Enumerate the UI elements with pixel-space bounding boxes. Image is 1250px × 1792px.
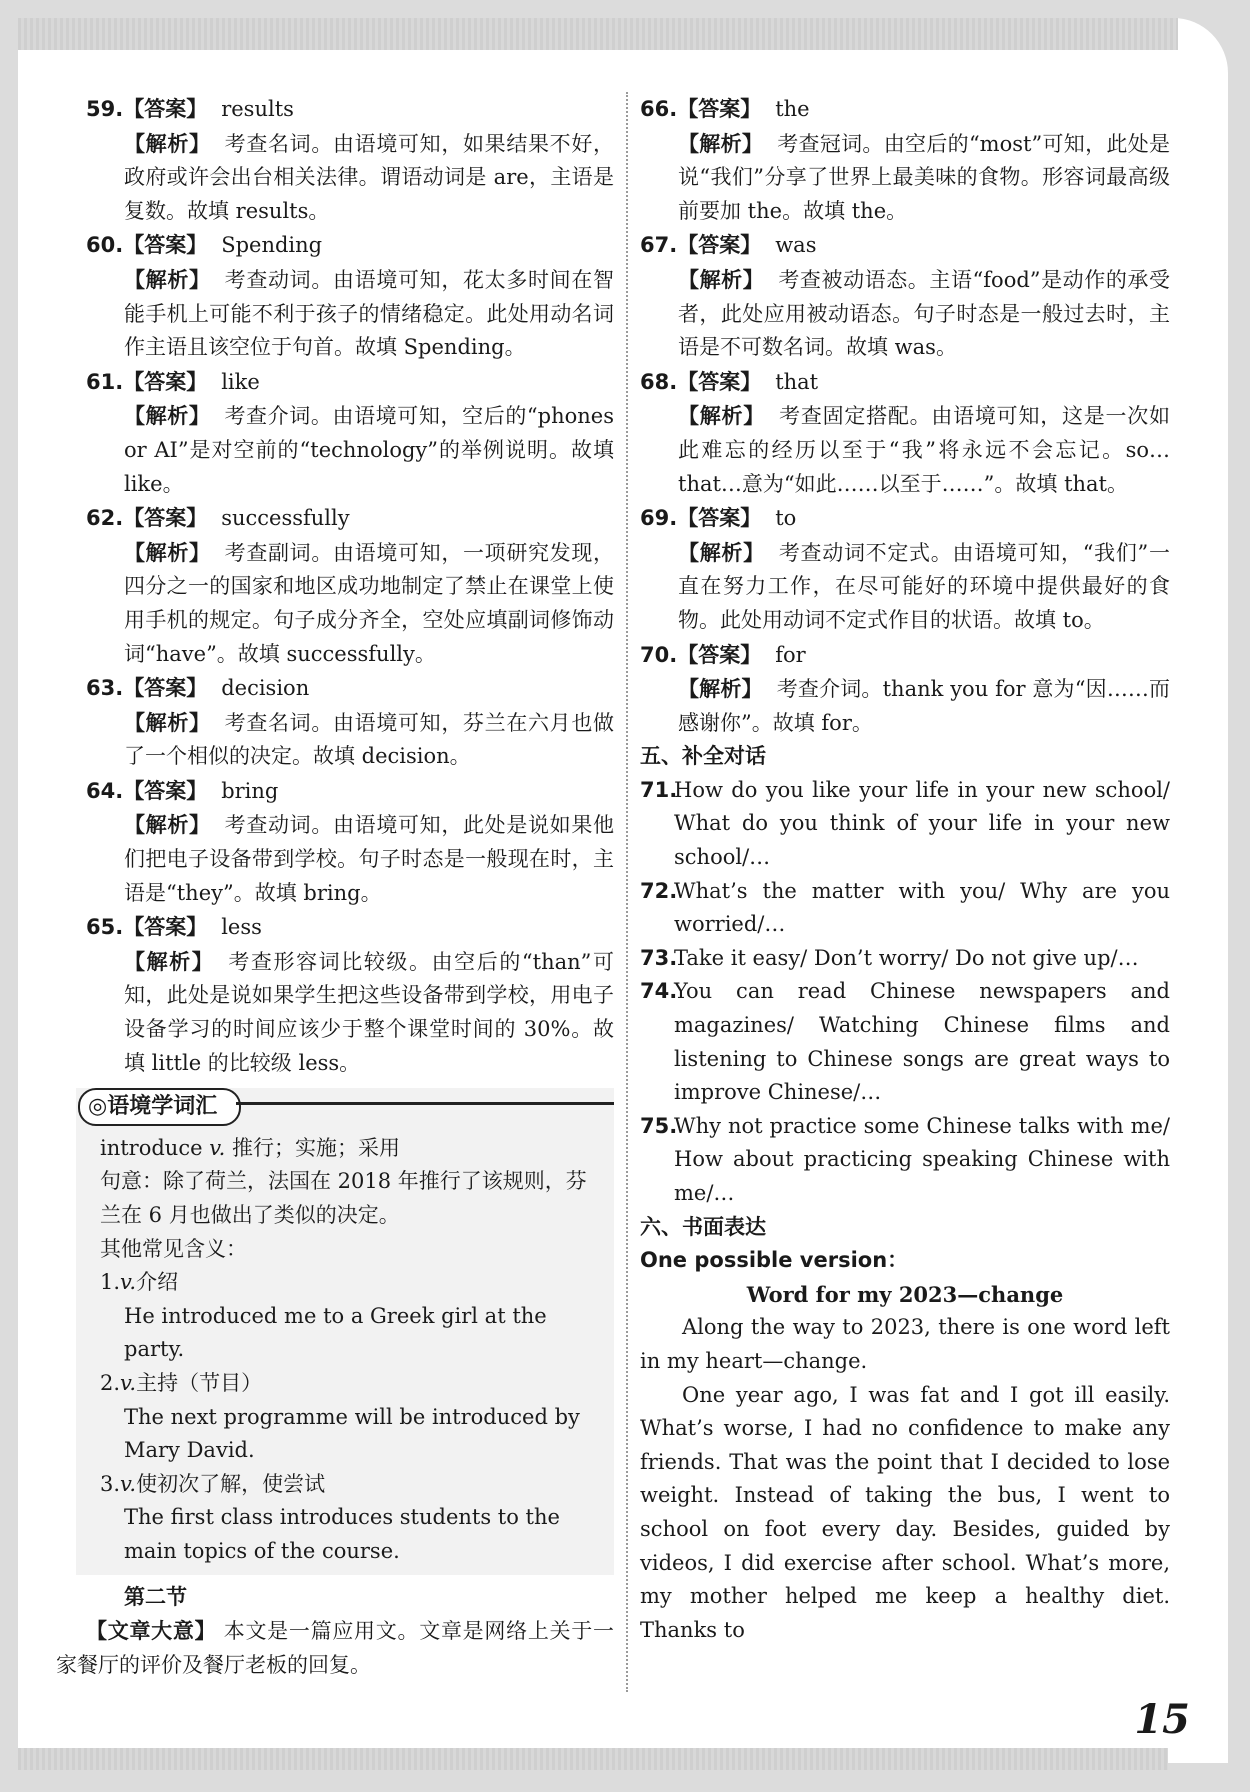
item-number: 73. [640, 945, 678, 970]
answer-value: Spending [221, 233, 323, 258]
answer-entry [86, 910, 614, 1080]
answer-entry [640, 638, 1170, 741]
sense-meaning: 使初次了解，使尝试 [136, 1471, 326, 1496]
analysis-paragraph [640, 263, 1170, 365]
answer-line [86, 365, 614, 400]
analysis-tag: 【解析】 [678, 539, 765, 565]
answer-tag: 【答案】 [677, 641, 762, 667]
vocab-pos: v. [209, 1135, 226, 1160]
analysis-paragraph [86, 399, 614, 501]
analysis-paragraph [640, 127, 1170, 229]
dialogue-item [640, 975, 1170, 1109]
analysis-text: 考查形容词比较级。由空后的“than”可知，此处是说如果学生把这些设备带到学校，用电子设备学习的时间应该少于整个课堂时间的 30%。故填 little 的比较级 less。 [124, 949, 615, 1075]
sense-number: 1. [100, 1270, 121, 1295]
analysis-text: 考查介词。thank you for 意为“因……而感谢你”。故填 for。 [678, 677, 1171, 735]
question-number: 60. [86, 233, 124, 258]
answer-tag: 【答案】 [677, 96, 762, 121]
analysis-paragraph [86, 808, 614, 910]
left-answer-list [86, 92, 614, 1080]
analysis-text: 考查被动语态。主语“food”是动作的承受者，此处应用被动语态。句子时态是一般过去时，主语是不可数名词。故填 was。 [678, 267, 1170, 360]
question-number: 63. [86, 676, 124, 701]
analysis-text: 考查名词。由语境可知，芬兰在六月也做了一个相似的决定。故填 decision。 [124, 710, 615, 769]
answer-value: for [775, 642, 806, 667]
top-decorative-bar [18, 18, 1178, 50]
answer-line [86, 228, 614, 263]
answer-entry [86, 228, 614, 364]
sense-pos: v. [120, 1471, 137, 1496]
answer-line [640, 228, 1170, 263]
section2-tag: 【文章大意】 [86, 1618, 217, 1644]
item-number: 75. [640, 1113, 678, 1138]
item-text: How do you like your life in your new school/ What do you think of your life in your new school/… [674, 777, 1170, 870]
answer-tag: 【答案】 [677, 368, 762, 394]
right-answer-list [640, 92, 1170, 740]
answer-line [86, 774, 614, 809]
answer-value: results [221, 97, 294, 121]
sense-meaning: 主持（节目） [136, 1370, 263, 1395]
analysis-text: 考查动词。由语境可知，此处是说如果他们把电子设备带到学校。句子时态是一般现在时，主语是“they”。故填 bring。 [124, 813, 615, 905]
section6-title: 六、书面表达 [640, 1214, 766, 1239]
analysis-paragraph [640, 536, 1170, 638]
answer-entry [640, 228, 1170, 364]
sense-number: 3. [100, 1471, 121, 1496]
answer-entry [640, 501, 1170, 637]
section2 [86, 1581, 614, 1615]
question-number: 70. [640, 642, 678, 667]
answer-tag: 【答案】 [123, 914, 208, 940]
question-number: 61. [86, 369, 124, 394]
version-label: One possible version： [640, 1248, 909, 1273]
question-number: 69. [640, 506, 678, 531]
answer-tag: 【答案】 [123, 777, 208, 803]
answer-tag: 【答案】 [677, 232, 762, 258]
sense-example: He introduced me to a Greek girl at the party. [124, 1303, 547, 1362]
question-number: 66. [640, 97, 678, 121]
answer-value: like [221, 369, 260, 394]
bottom-decorative-bar [18, 1748, 1168, 1770]
answer-value: the [775, 97, 810, 121]
item-text: Take it easy/ Don’t worry/ Do not give up/… [674, 945, 1139, 970]
analysis-tag: 【解析】 [124, 403, 211, 429]
item-number: 74. [640, 979, 678, 1004]
sense-pos: v. [120, 1370, 137, 1395]
answer-value: successfully [221, 506, 350, 531]
sense-meaning: 介绍 [136, 1270, 179, 1295]
vocab-headword [100, 1132, 594, 1166]
section2-title: 第二节 [124, 1584, 187, 1609]
analysis-paragraph [640, 399, 1170, 501]
answer-tag: 【答案】 [123, 232, 208, 258]
essay-paragraph: One year ago, I was fat and I got ill easily. What’s worse, I had no confidence to make any friends. That was the point that I decided to lose weight. Instead of taking the bus, I went to school on foot every day. Besides, guided by videos, I did exercise after school. What’s more, my mother helped me keep a healthy diet. Thanks to [640, 1382, 1170, 1642]
question-number: 64. [86, 778, 124, 803]
sense-example: The next programme will be introduced by Mary David. [124, 1404, 580, 1463]
dialogue-item [640, 774, 1170, 875]
question-number: 68. [640, 369, 678, 394]
analysis-tag: 【解析】 [124, 266, 211, 292]
answer-line [640, 92, 1170, 127]
essay-paragraph: Along the way to 2023, there is one word left in my heart—change. [640, 1315, 1170, 1373]
sense-head [100, 1468, 594, 1502]
analysis-tag: 【解析】 [678, 266, 765, 292]
dialogue-item [640, 875, 1170, 942]
vocab-senses [100, 1266, 594, 1568]
item-number: 72. [640, 878, 678, 903]
section2-text: 本文是一篇应用文。文章是网络上关于一家餐厅的评价及餐厅老板的回复。 [56, 1619, 614, 1677]
analysis-text: 考查动词不定式。由语境可知，“我们”一直在努力工作，在尽可能好的环境中提供最好的食物。此处用动词不定式作目的状语。故填 to。 [678, 540, 1170, 632]
answer-line [86, 671, 614, 706]
vocab-word: introduce [100, 1135, 203, 1160]
analysis-paragraph [86, 263, 614, 365]
left-column [56, 92, 615, 1682]
answer-tag: 【答案】 [677, 505, 762, 531]
answer-entry [640, 365, 1170, 501]
vocab-other-label: 其他常见含义： [100, 1236, 247, 1261]
answer-entry [86, 671, 614, 774]
section5-title: 五、补全对话 [640, 744, 766, 769]
answer-value: to [775, 506, 797, 531]
sense-head [100, 1367, 594, 1401]
item-text: What’s the matter with you/ Why are you worried/… [674, 878, 1170, 937]
analysis-text: 考查副词。由语境可知，一项研究发现，四分之一的国家和地区成功地制定了禁止在课堂上使用手机的规定。句子成分齐全，空处应填副词修饰动词“have”。故填 successfully。 [124, 540, 615, 666]
answer-value: less [221, 915, 262, 940]
answer-value: was [775, 233, 817, 258]
item-text: You can read Chinese newspapers and magazines/ Watching Chinese films and listening to Chinese songs are great ways to improve Chinese/… [674, 979, 1170, 1105]
essay-body [640, 1311, 1170, 1647]
question-number: 59. [86, 97, 124, 121]
page-number: 15 [1134, 1696, 1190, 1743]
answer-line [640, 501, 1170, 536]
question-number: 65. [86, 915, 124, 940]
dialogue-item [640, 1110, 1170, 1211]
analysis-tag: 【解析】 [124, 709, 211, 735]
item-text: Why not practice some Chinese talks with me/ How about practicing speaking Chinese with me/… [674, 1113, 1170, 1205]
answer-entry [640, 92, 1170, 228]
right-column [640, 92, 1170, 1647]
vocab-sentence: 句意：除了荷兰，法国在 2018 年推行了该规则，芬兰在 6 月也做出了类似的决定。 [100, 1169, 587, 1227]
analysis-tag: 【解析】 [678, 403, 766, 429]
analysis-text: 考查介词。由语境可知，空后的“phones or AI”是对空前的“technology”的举例说明。故填 like。 [124, 404, 615, 496]
analysis-tag: 【解析】 [124, 130, 211, 156]
answer-tag: 【答案】 [123, 368, 208, 394]
answer-value: bring [221, 778, 279, 803]
sense-head [100, 1266, 594, 1300]
answer-tag: 【答案】 [123, 675, 208, 701]
sense-pos: v. [120, 1270, 137, 1295]
analysis-text: 考查固定搭配。由语境可知，这是一次如此难忘的经历以至于“我”将永远不会忘记。so…that…意为“如此……以至于……”。故填 that。 [678, 404, 1171, 496]
answer-line [86, 910, 614, 945]
analysis-tag: 【解析】 [124, 948, 215, 974]
analysis-paragraph [86, 127, 614, 229]
question-number: 62. [86, 506, 124, 531]
question-number: 67. [640, 233, 678, 258]
vocab-title: ◎语境学词汇 [78, 1088, 241, 1126]
sense-example: The first class introduces students to the main topics of the course. [124, 1505, 560, 1563]
vocab-title-rule [236, 1102, 614, 1105]
analysis-tag: 【解析】 [678, 130, 764, 156]
analysis-paragraph [86, 706, 614, 774]
analysis-text: 考查名词。由语境可知，如果结果不好，政府或许会出台相关法律。谓语动词是 are，主语是复数。故填 results。 [124, 131, 615, 223]
answer-line [640, 638, 1170, 673]
section2-summary [56, 1614, 614, 1682]
answer-tag: 【答案】 [123, 96, 208, 121]
analysis-tag: 【解析】 [124, 812, 211, 838]
column-divider [626, 92, 628, 1692]
answer-entry [86, 501, 614, 671]
dialogue-item [640, 942, 1170, 976]
answer-value: that [775, 369, 819, 394]
analysis-tag: 【解析】 [678, 676, 763, 702]
vocab-box [76, 1088, 614, 1574]
essay-title: Word for my 2023—change [746, 1281, 1064, 1307]
analysis-paragraph [640, 672, 1170, 740]
answer-line [86, 92, 614, 127]
answer-line [86, 501, 614, 536]
section5-items [640, 774, 1170, 1211]
vocab-meaning: 推行；实施；采用 [231, 1135, 400, 1160]
item-number: 71. [640, 777, 678, 802]
answer-entry [86, 365, 614, 501]
analysis-text: 考查动词。由语境可知，花太多时间在智能手机上可能不利于孩子的情绪稳定。此处用动名词作主语且该空位于句首。故填 Spending。 [124, 267, 615, 360]
analysis-text: 考查冠词。由空后的“most”可知，此处是说“我们”分享了世界上最美味的食物。形容词最高级前要加 the。故填 the。 [678, 131, 1171, 223]
answer-value: decision [221, 676, 310, 701]
answer-tag: 【答案】 [123, 505, 208, 531]
answer-entry [86, 92, 614, 228]
sense-number: 2. [100, 1370, 121, 1395]
analysis-paragraph [86, 945, 614, 1080]
answer-line [640, 365, 1170, 400]
analysis-tag: 【解析】 [124, 539, 211, 565]
answer-entry [86, 774, 614, 910]
analysis-paragraph [86, 536, 614, 671]
